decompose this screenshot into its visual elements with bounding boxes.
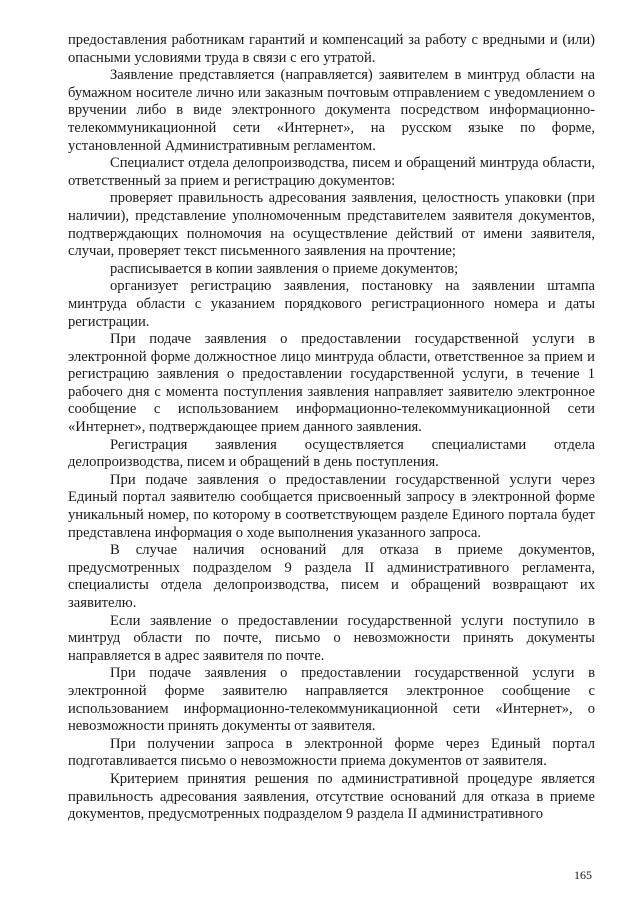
paragraph: При подаче заявления о предоставлении государственной услуги в электронной форме должностное лицо минтруда области, ответственное за прием и регистрацию заявления о предоставлении государственной услуги, в течение 1 рабочего дня с момента поступления заявления направляет заявителю электронное сообщение с использованием информационно-телекоммуникационной сети «Интернет», подтверждающее прием данного заявления.	[68, 331, 595, 436]
paragraph: Заявление представляется (направляется) заявителем в минтруд области на бумажном носителе лично или заказным почтовым отправлением с уведомлением о вручении либо в виде электронного документа посредством информационно-телекоммуникационной сети «Интернет», на русском языке по форме, установленной Административным регламентом.	[68, 67, 595, 154]
paragraph: расписывается в копии заявления о приеме документов;	[110, 260, 459, 277]
paragraph: В случае наличия оснований для отказа в приеме документов, предусмотренных подразделом 9 раздела II административного регламента, специалисты отдела делопроизводства, писем и обращений возвращают их заявителю.	[68, 542, 595, 611]
paragraph: Регистрация заявления осуществляется специалистами отдела делопроизводства, писем и обращений в день поступления.	[68, 436, 595, 471]
paragraph: При подаче заявления о предоставлении государственной услуги в электронной форме заявителю направляется электронное сообщение с использованием информационно-телекоммуникационной сети «Интернет», о невозможности принять документы от заявителя.	[68, 665, 595, 735]
paragraph: предоставления работникам гарантий и компенсаций за работу с вредными и (или) опасными условиями труда в связи с его утратой.	[68, 32, 595, 66]
paragraph: организует регистрацию заявления, постановку на заявлении штампа минтруда области с указанием порядкового регистрационного номера и даты регистрации.	[68, 278, 595, 330]
document-body	[68, 32, 595, 824]
paragraph: При подаче заявления о предоставлении государственной услуги через Единый портал заявителю сообщается присвоенный запросу в электронной форме уникальный номер, по которому в соответствующем разделе Единого портала будет представлена информация о ходе выполнения указанного запроса.	[68, 471, 595, 541]
paragraph: Критерием принятия решения по административной процедуре является правильность адресования заявления, отсутствие оснований для отказа в приеме документов, предусмотренных подразделом 9 раздела II административного	[68, 770, 595, 823]
page-number: 165	[574, 868, 592, 882]
paragraph: Если заявление о предоставлении государственной услуги поступило в минтруд области по почте, письмо о невозможности принять документы направляется в адрес заявителя по почте.	[68, 612, 595, 664]
paragraph: При получении запроса в электронной форме через Единый портал подготавливается письмо о невозможности приема документов от заявителя.	[68, 735, 595, 770]
paragraph: проверяет правильность адресования заявления, целостность упаковки (при наличии), представление уполномоченным представителем заявителя документов, подтверждающих полномочия на осуществление действий от имени заявителя, случаи, проверяет текст письменного заявления на прочтение;	[68, 190, 595, 260]
paragraph: Специалист отдела делопроизводства, писем и обращений минтруда области, ответственный за прием и регистрацию документов:	[68, 155, 595, 189]
